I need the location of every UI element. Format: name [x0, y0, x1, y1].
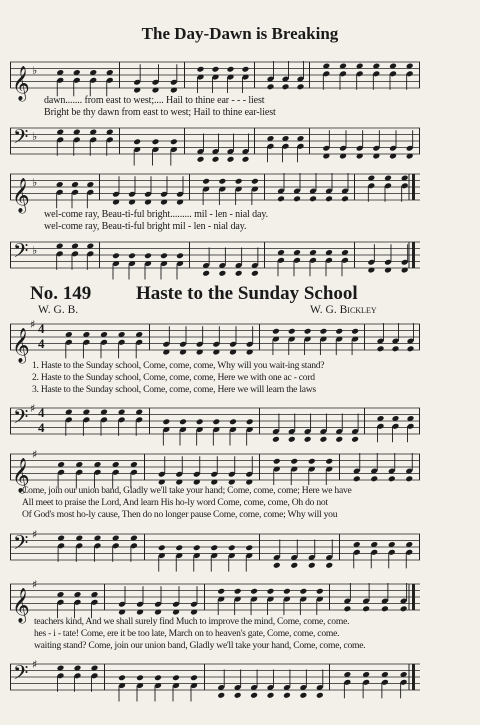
note-head — [235, 178, 243, 185]
staff-song1-sys2-bass — [10, 236, 420, 274]
lyric-song2-sys1-verse2: 2. Haste to the Sunday school, Come, come, come, Here we with one ac - cord — [32, 372, 315, 383]
note-head — [234, 588, 242, 595]
credit-author: W. G. B. — [38, 304, 79, 316]
note-head — [272, 436, 280, 443]
bass-clef-icon: 𝄢 — [13, 239, 29, 267]
lyric-song1-sys2-upper: wel-come ray, Beau-ti-ful bright......... mil - len - nial day. — [44, 209, 268, 220]
staff-song2-sys3-bass — [10, 658, 420, 696]
note-head — [245, 544, 253, 551]
note-head — [144, 252, 152, 259]
note-head — [288, 328, 296, 335]
bass-clef-icon: 𝄢 — [13, 125, 29, 153]
time-sig-top: 4 — [38, 321, 45, 336]
note-head — [293, 195, 301, 202]
lyric-song2-sys1-verse1: 1. Haste to the Sunday school, Come, come, come, Why will you wait-ing stand? — [32, 360, 325, 371]
note-head — [370, 475, 378, 482]
note-head — [218, 178, 226, 185]
note-head — [272, 328, 280, 335]
note-head — [118, 674, 126, 681]
note-head — [212, 66, 220, 73]
note-head — [351, 436, 359, 443]
note-head — [217, 588, 225, 595]
treble-clef-icon: 𝄞 — [12, 328, 30, 363]
staff-song2-sys1-treble — [10, 318, 420, 363]
note-head — [283, 692, 291, 699]
note-head — [229, 418, 237, 425]
note-head — [290, 458, 298, 465]
lyric-song2-sys3-verse2: hes - i - tate! Come, ere it be too late, March on to heaven's gate, Come, come, come. — [34, 628, 340, 639]
note-head — [267, 692, 275, 699]
note-head — [202, 178, 210, 185]
lyric-song1-sys1-upper: dawn....... from east to west;.... Hail to thine ear - - - liest — [44, 95, 265, 106]
song-title-day-dawn: The Day-Dawn is Breaking — [141, 24, 339, 43]
lyric-song2-sys3-verse1: teachers kind, And we shall surely find Much to improve the mind, Come, come, come. — [34, 616, 350, 627]
note-head — [250, 588, 258, 595]
note-head — [351, 328, 359, 335]
note-head — [405, 475, 413, 482]
note-head — [176, 252, 184, 259]
lyric-song1-sys1-lower: Bright be thy dawn from east to west; Hail to thine ear-liest — [44, 107, 276, 118]
note-head — [242, 156, 250, 163]
note-head — [235, 270, 243, 277]
note-head — [304, 328, 312, 335]
note-head — [158, 544, 166, 551]
note-head — [316, 692, 324, 699]
note-head — [308, 562, 316, 569]
staff-song1-sys1-bass — [10, 122, 420, 160]
note-head — [377, 345, 385, 352]
note-head — [283, 588, 291, 595]
note-head — [250, 692, 258, 699]
note-head — [316, 588, 324, 595]
flat-key-signature-icon: ♭ — [32, 64, 38, 77]
flat-key-signature-icon: ♭ — [32, 176, 38, 189]
note-head — [267, 83, 275, 90]
credit-composer: W. G. Bickley — [310, 304, 377, 316]
note-head — [217, 692, 225, 699]
sharp-key-signature-icon: ♯ — [30, 318, 36, 331]
note-head — [282, 83, 290, 90]
sharp-key-signature-icon: ♯ — [32, 658, 38, 671]
time-sig-bottom: 4 — [38, 336, 45, 351]
staff-song2-sys2-bass — [10, 528, 420, 566]
lyric-song2-sys3-verse3: waiting stand? Come, join our union band, Gladly we'll take your hand, Come, come, come. — [34, 640, 366, 651]
note-head — [267, 588, 275, 595]
sharp-key-signature-icon: ♯ — [32, 528, 38, 541]
note-head — [196, 418, 204, 425]
flat-key-signature-icon: ♭ — [32, 244, 38, 257]
note-head — [319, 328, 327, 335]
staff-song1-sys2-treble — [10, 168, 420, 213]
note-head — [335, 328, 343, 335]
note-head — [112, 252, 120, 259]
sharp-key-signature-icon: ♯ — [30, 402, 36, 415]
note-head — [228, 544, 236, 551]
note-head — [170, 138, 178, 145]
note-head — [197, 66, 205, 73]
note-head — [325, 195, 333, 202]
note-head — [299, 588, 307, 595]
flat-key-signature-icon: ♭ — [32, 130, 38, 143]
note-head — [136, 674, 144, 681]
note-head — [335, 436, 343, 443]
note-head — [277, 195, 285, 202]
lyric-song2-sys2-verse2: All meet to praise the Lord, And learn His ho-ly word Come, come, come, Oh do not — [22, 497, 328, 508]
note-head — [308, 458, 316, 465]
note-head — [160, 252, 168, 259]
note-head — [400, 605, 408, 612]
note-head — [202, 270, 210, 277]
note-head — [388, 475, 396, 482]
sharp-key-signature-icon: ♯ — [32, 448, 38, 461]
note-head — [246, 418, 254, 425]
note-head — [325, 458, 333, 465]
hymn-number: No. 149 — [30, 283, 92, 304]
note-head — [175, 544, 183, 551]
note-head — [128, 252, 136, 259]
lyric-song1-sys2-lower: wel-come ray, Beau-ti-ful bright mil - len - nial day. — [44, 221, 247, 232]
song-title-haste: Haste to the Sunday School — [136, 283, 358, 304]
treble-clef-icon: 𝄞 — [12, 458, 30, 493]
note-head — [227, 66, 235, 73]
note-head — [304, 436, 312, 443]
treble-clef-icon: 𝄞 — [12, 66, 30, 101]
note-head — [273, 458, 281, 465]
note-head — [407, 345, 415, 352]
note-head — [234, 692, 242, 699]
bass-clef-icon: 𝄢 — [13, 661, 29, 689]
note-head — [162, 418, 170, 425]
note-head — [392, 345, 400, 352]
note-head — [325, 562, 333, 569]
note-head — [309, 195, 317, 202]
note-head — [218, 270, 226, 277]
note-head — [212, 418, 220, 425]
time-sig-top-bass: 4 — [38, 405, 45, 420]
note-head — [343, 605, 351, 612]
treble-clef-icon: 𝄞 — [12, 178, 30, 213]
note-head — [172, 674, 180, 681]
sharp-key-signature-icon: ♯ — [32, 578, 38, 591]
note-head — [341, 195, 349, 202]
note-head — [210, 544, 218, 551]
treble-clef-icon: 𝄞 — [12, 588, 30, 623]
note-head — [179, 418, 187, 425]
lyric-song2-sys2-verse1: Come, join our union band, Gladly we'll take your hand; Come, come, come; Here we have — [22, 485, 352, 496]
note-head — [297, 83, 305, 90]
note-head — [190, 674, 198, 681]
note-head — [227, 156, 235, 163]
note-head — [290, 562, 298, 569]
note-head — [273, 562, 281, 569]
note-head — [288, 436, 296, 443]
note-head — [251, 270, 259, 277]
note-head — [197, 156, 205, 163]
note-head — [299, 692, 307, 699]
note-head — [251, 178, 259, 185]
time-sig-bottom-bass: 4 — [38, 420, 45, 435]
note-head — [212, 156, 220, 163]
bass-clef-icon: 𝄢 — [13, 531, 29, 559]
note-head — [154, 674, 162, 681]
bass-clef-icon: 𝄢 — [13, 405, 29, 433]
note-head — [319, 436, 327, 443]
note-head — [353, 475, 361, 482]
note-head — [152, 138, 160, 145]
note-head — [362, 605, 370, 612]
staff-song2-sys1-bass — [10, 402, 420, 440]
note-head — [193, 544, 201, 551]
lyric-song2-sys1-verse3: 3. Haste to the Sunday school, Come, come, come, Here we will learn the laws — [32, 384, 316, 395]
lyric-song2-sys2-verse3: Of God's most ho-ly cause, Then do no longer pause Come, come, come; Why will you — [22, 509, 338, 520]
note-head — [242, 66, 250, 73]
note-head — [133, 138, 141, 145]
note-head — [381, 605, 389, 612]
